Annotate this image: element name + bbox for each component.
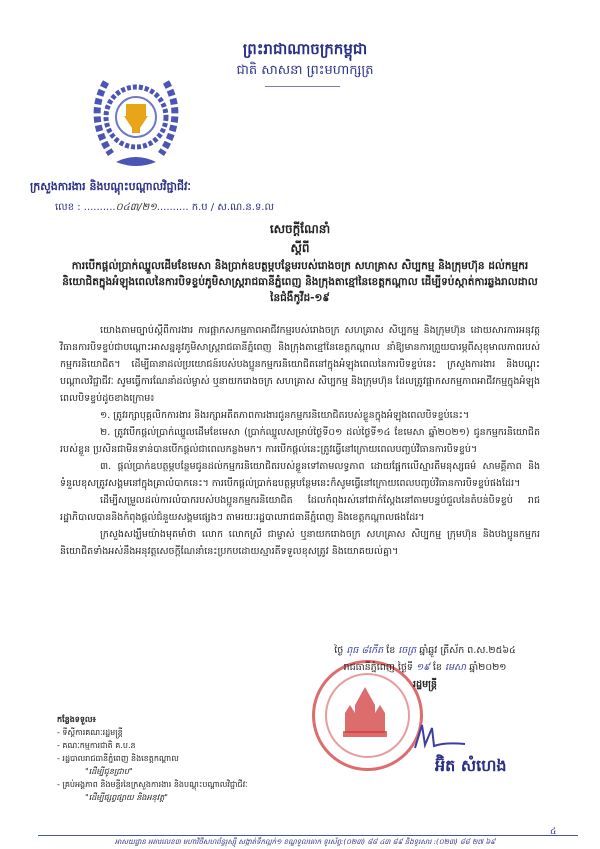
reference-number: លេខ : ..........០៤៣/២១.......... ក.ប / ស.ណ.ន.ទ.ល <box>55 202 275 213</box>
lunar-month-label: ខែ <box>386 645 396 656</box>
intro-paragraph: យោងតាមច្បាប់ស្ដីពីការងារ ការផ្អាកសកម្មភាពអាជីវកម្មរបស់រោងចក្រ សហគ្រាស សិប្បកម្ម និងក្រុមហ៊ុន ដោយសារការអនុវត្តវិធានការបិទខ្ទប់ជាបណ្ដោះអាសន្ននូវភូមិសាស្ត្ររាជធានីភ្នំពេញ និងក្រុងតាខ្មៅនៃខេត្តកណ្ដាល នាំឱ្យមានការព្រួយបារម្ភពីសុខុមាលភាពរបស់កម្មករនិយោជិត។ ដើម្បីធានាដល់ប្រយោជន៍របស់បងប្អូនកម្មករនិយោជិតនៅក្នុងអំឡុងពេលនៃការបិទខ្ទប់នេះ ក្រសួងការងារ និងបណ្ដុះបណ្ដាលវិជ្ជាជីវៈ សូមធ្វើការណែនាំដល់ម្ចាស់ ឬនាយករោងចក្រ សហគ្រាស សិប្បកម្ម និងក្រុមហ៊ុន ដែលត្រូវផ្អាកសកម្មភាពអាជីវកម្មក្នុងអំឡុងពេលបិទខ្ទប់ដូចខាងក្រោម៖ <box>60 325 541 404</box>
document-body <box>60 322 540 560</box>
signer-role: រដ្ឋមន្ត្រី <box>413 679 437 690</box>
document-title: សេចក្ដីណែនាំ <box>269 222 331 236</box>
recipient-item: - គណៈកម្មការជាតិ គ.ប.ន <box>57 741 136 750</box>
lunar-year: ឆ្នាំឆ្លូវ ត្រីស័ក ព.ស.២៥៦៤ <box>419 645 516 656</box>
ministry-logo <box>86 62 186 177</box>
lunar-prefix: ថ្ងៃ <box>334 645 344 656</box>
date-block <box>300 642 550 693</box>
recipient-item: - គ្រប់អង្គភាព និងមន្ទីរនៃក្រសួងការងារ និងបណ្ដុះបណ្ដាលវិជ្ជាជីវៈ <box>57 780 248 789</box>
about-label: ស្ដីពី <box>290 241 310 255</box>
national-motto: ជាតិ សាសនា ព្រះមហាក្សត្រ <box>236 63 374 78</box>
kingdom-heading: ព្រះរាជាណាចក្រកម្ពុជា <box>242 40 368 58</box>
ref-label: លេខ : <box>55 202 81 213</box>
subject: ការបើកផ្ដល់ប្រាក់ឈ្នួលដើមខែមេសា និងប្រាក់ឧបត្ថម្ភបន្ថែមរបស់រោងចក្រ សហគ្រាស សិប្បកម្ម និងក្រុមហ៊ុន ដល់កម្មករនិយោជិតក្នុងអំឡុងពេលនៃការបិទខ្ទប់ភូមិសាស្ត្ររាជធានីភ្នំពេញ និងក្រុងតាខ្មៅនៃខេត្តកណ្ដាល ដើម្បីទប់ស្កាត់ការឆ្លងរាលដាលនៃជំងឺកូវីដ-១៩ <box>62 260 538 304</box>
month-label: ខែ <box>432 662 442 673</box>
signer-name: អ៊ិត សំហេង <box>435 756 507 775</box>
instruction-item: ២. ត្រូវបើកផ្ដល់ប្រាក់ឈ្នួលដើមខែមេសា (ប្រាក់ឈ្នួលសម្រាប់ថ្ងៃទី០១ ដល់ថ្ងៃទី១៤ ខែមេសា ឆ្នាំ២០២១) ជូនកម្មករនិយោជិតរបស់ខ្លួន ប្រសិនជាមិនទាន់បានបើកផ្ដល់ជាពេលកន្លងមក។ ការបើកផ្ដល់នេះត្រូវធ្វើនៅក្រោយពេលបញ្ចប់វិធានការបិទខ្ទប់។ <box>60 427 540 455</box>
recipients-list <box>57 713 248 804</box>
instruction-item: ៣. ផ្ដល់ប្រាក់ឧបត្ថម្ភបន្ថែមជូនដល់កម្មករនិយោជិតរបស់ខ្លួនទៅតាមលទ្ធភាព ដោយផ្អែកលើស្មារតីមនុស្សធម៌ សាមគ្គីភាព និងទំនួលខុសត្រូវសង្គមនៅក្នុងគ្រាលំបាកនេះ។ ការបើកផ្ដល់ប្រាក់ឧបត្ថម្ភបន្ថែមនេះក៏សូមធ្វើនៅក្រោយពេលបញ្ចប់វិធានការបិទខ្ទប់ផងដែរ។ <box>60 461 540 489</box>
ministry-name: ក្រសួងការងារ និងបណ្ដុះបណ្ដាលវិជ្ជាជីវៈ <box>30 180 191 193</box>
support-paragraph: ដើម្បីសម្រួលដល់ការលំបាករបស់បងប្អូនកម្មករនិយោជិត ដែលកំពុងរស់នៅជាក់ស្ដែងនៅតាមបន្ទប់ជួលនៃតំបន់បិទខ្ទប់ រាជរដ្ឋាភិបាលបាននិងកំពុងផ្ដល់ជំនួយសង្គមផ្សេងៗ តាមរយៈរដ្ឋបាលរាជធានីភ្នំពេញ និងខេត្តកណ្ដាលផងដែរ។ <box>60 495 540 523</box>
month: មេសា <box>444 662 467 673</box>
lunar-day: ពុធ ៨កើត <box>346 645 384 656</box>
recipient-note: "ដើម្បីផ្សព្វផ្សាយ និងអនុវត្ត" <box>85 793 168 802</box>
place-date-prefix: រាជធានីភ្នំពេញ ថ្ងៃទី <box>343 662 413 673</box>
instruction-item: ១. ត្រូវរក្សាបុគ្គលិកការងារ និងរក្សាអតីតភាពការងារជូនកម្មករនិយោជិតរបស់ខ្លួនក្នុងអំឡុងពេលបិទខ្ទប់នេះ។ <box>100 410 470 421</box>
recipient-item: - ទីស្ដីការគណៈរដ្ឋមន្ត្រី <box>57 728 123 737</box>
day: ១៩ <box>415 662 430 673</box>
recipients-heading: កន្លែងទទួល៖ <box>57 715 97 724</box>
recipient-note: "ដើម្បីជូនជ្រាប" <box>85 767 133 776</box>
ref-suffix: ក.ប / ស.ណ.ន.ទ.ល <box>191 202 275 213</box>
footer-divider <box>38 835 578 836</box>
ref-number: ០៤៣/២១ <box>115 202 157 213</box>
closing-paragraph: ក្រសួងសង្ឃឹមយ៉ាងមុតមាំថា លោក លោកស្រី ជាម្ចាស់ ឬនាយករោងចក្រ សហគ្រាស សិប្បកម្ម ក្រុមហ៊ុន និងបងប្អូនកម្មករនិយោជិតទាំងអស់នឹងអនុវត្តសេចក្ដីណែនាំនេះប្រកបដោយស្មារតីទទួលខុសត្រូវ និងយោគយល់គ្នា។ <box>60 529 540 557</box>
page-mark: ៤ <box>550 827 557 837</box>
recipient-item: - រដ្ឋបាលរាជធានីភ្នំពេញ និងខេត្តកណ្ដាល <box>57 754 179 763</box>
footer-address: អាសយដ្ឋាន អគារលេខ៣ មហាវិថីសហព័ន្ធរុស្ស៊ី សង្កាត់ទឹកល្អក់១ ខណ្ឌទួលគោក ទូរស័ព្ទ:(០២៣) ៨៨ ៤៣ ៨៩ និងទូរសារ :(០២៣) ៨៨ ២៧ ៦៩ <box>114 838 496 846</box>
year: ឆ្នាំ២០២១ <box>469 662 507 673</box>
lunar-month: ចេត្រ <box>398 645 417 656</box>
ornament-divider <box>265 86 340 87</box>
